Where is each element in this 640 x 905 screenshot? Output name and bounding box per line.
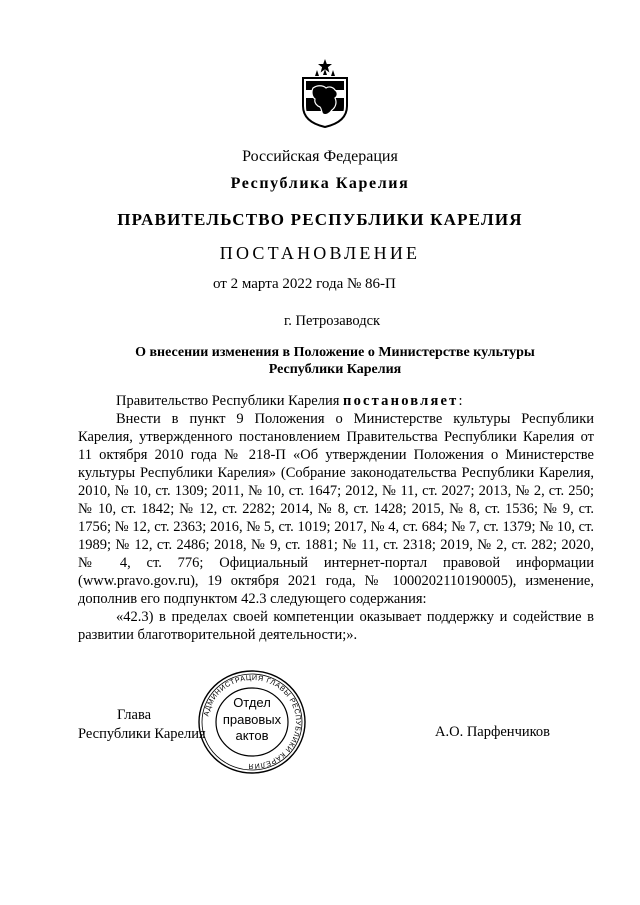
republic-name: Республика Карелия	[230, 175, 410, 192]
document-date-number: от 2 марта 2022 года № 86-П	[213, 276, 396, 292]
signatory-title-line2: Республики Карелия	[78, 726, 206, 742]
stamp-line2: правовых	[222, 712, 282, 727]
signatory-name: А.О. Парфенчиков	[435, 724, 551, 740]
legal-department-stamp	[196, 668, 308, 776]
signatory-title-line1: Глава	[117, 707, 152, 723]
stamp-line3: актов	[235, 728, 269, 743]
stamp-ring-text: АДМИНИСТРАЦИЯ ГЛАВЫ РЕСПУБЛИКИ КАРЕЛИЯ	[201, 672, 304, 772]
main-paragraph: Внести в пункт 9 Положения о Министерстве культуры Республики Карелия, утвержденного постановлением Правительства Республики Карелия от 11 октября 2010 года № 218-П «Об утверждении Положения о Министерстве культуры Республики Карелия» (Собрание законодательства Республики Карелия, 2010, № 10, ст. 1309; 2011, № 10, ст. 1647; 2012, № 11, ст. 2027; 2013, № 2, ст. 250; № 10, ст. 1842; № 12, ст. 2282; 2014, № 8, ст. 1428; 2015, № 8, ст. 1536; № 9, ст. 1756; № 12, ст. 2363; 2016, № 5, ст. 1019; 2017, № 4, ст. 684; № 7, ст. 1379; № 10, ст. 1989; № 12, ст. 2486; 2018, № 9, ст. 1881; № 11, ст. 2318; 2019, № 2, ст. 282; 2020, № 4, ст. 776; Официальный интернет-портал правовой информации (www.pravo.gov.ru), 19 октября 2021 года, № 1000202110190005), изменение, дополнив его подпунктом 42.3 следующего содержания:	[78, 411, 594, 607]
government-name: ПРАВИТЕЛЬСТВО РЕСПУБЛИКИ КАРЕЛИЯ	[117, 210, 523, 229]
stamp-line1: Отдел	[233, 695, 271, 710]
intro-paragraph	[78, 392, 594, 410]
quote-paragraph: «42.3) в пределах своей компетенции оказывает поддержку и содействие в развитии благотворительной деятельности;».	[78, 609, 594, 643]
document-city: г. Петрозаводск	[284, 313, 381, 329]
document-subject: О внесении изменения в Положение о Министерстве культуры Республики Карелия	[135, 345, 535, 377]
signatory-title	[78, 706, 206, 744]
intro-suffix: :	[458, 393, 463, 409]
country-name: Российская Федерация	[242, 148, 398, 165]
karelia-coat-of-arms-icon	[297, 58, 353, 128]
document-body	[78, 392, 594, 644]
document-type: ПОСТАНОВЛЕНИЕ	[219, 243, 421, 263]
intro-emphasis: постановляет	[343, 393, 459, 409]
intro-prefix: Правительство Республики Карелия	[116, 393, 344, 409]
